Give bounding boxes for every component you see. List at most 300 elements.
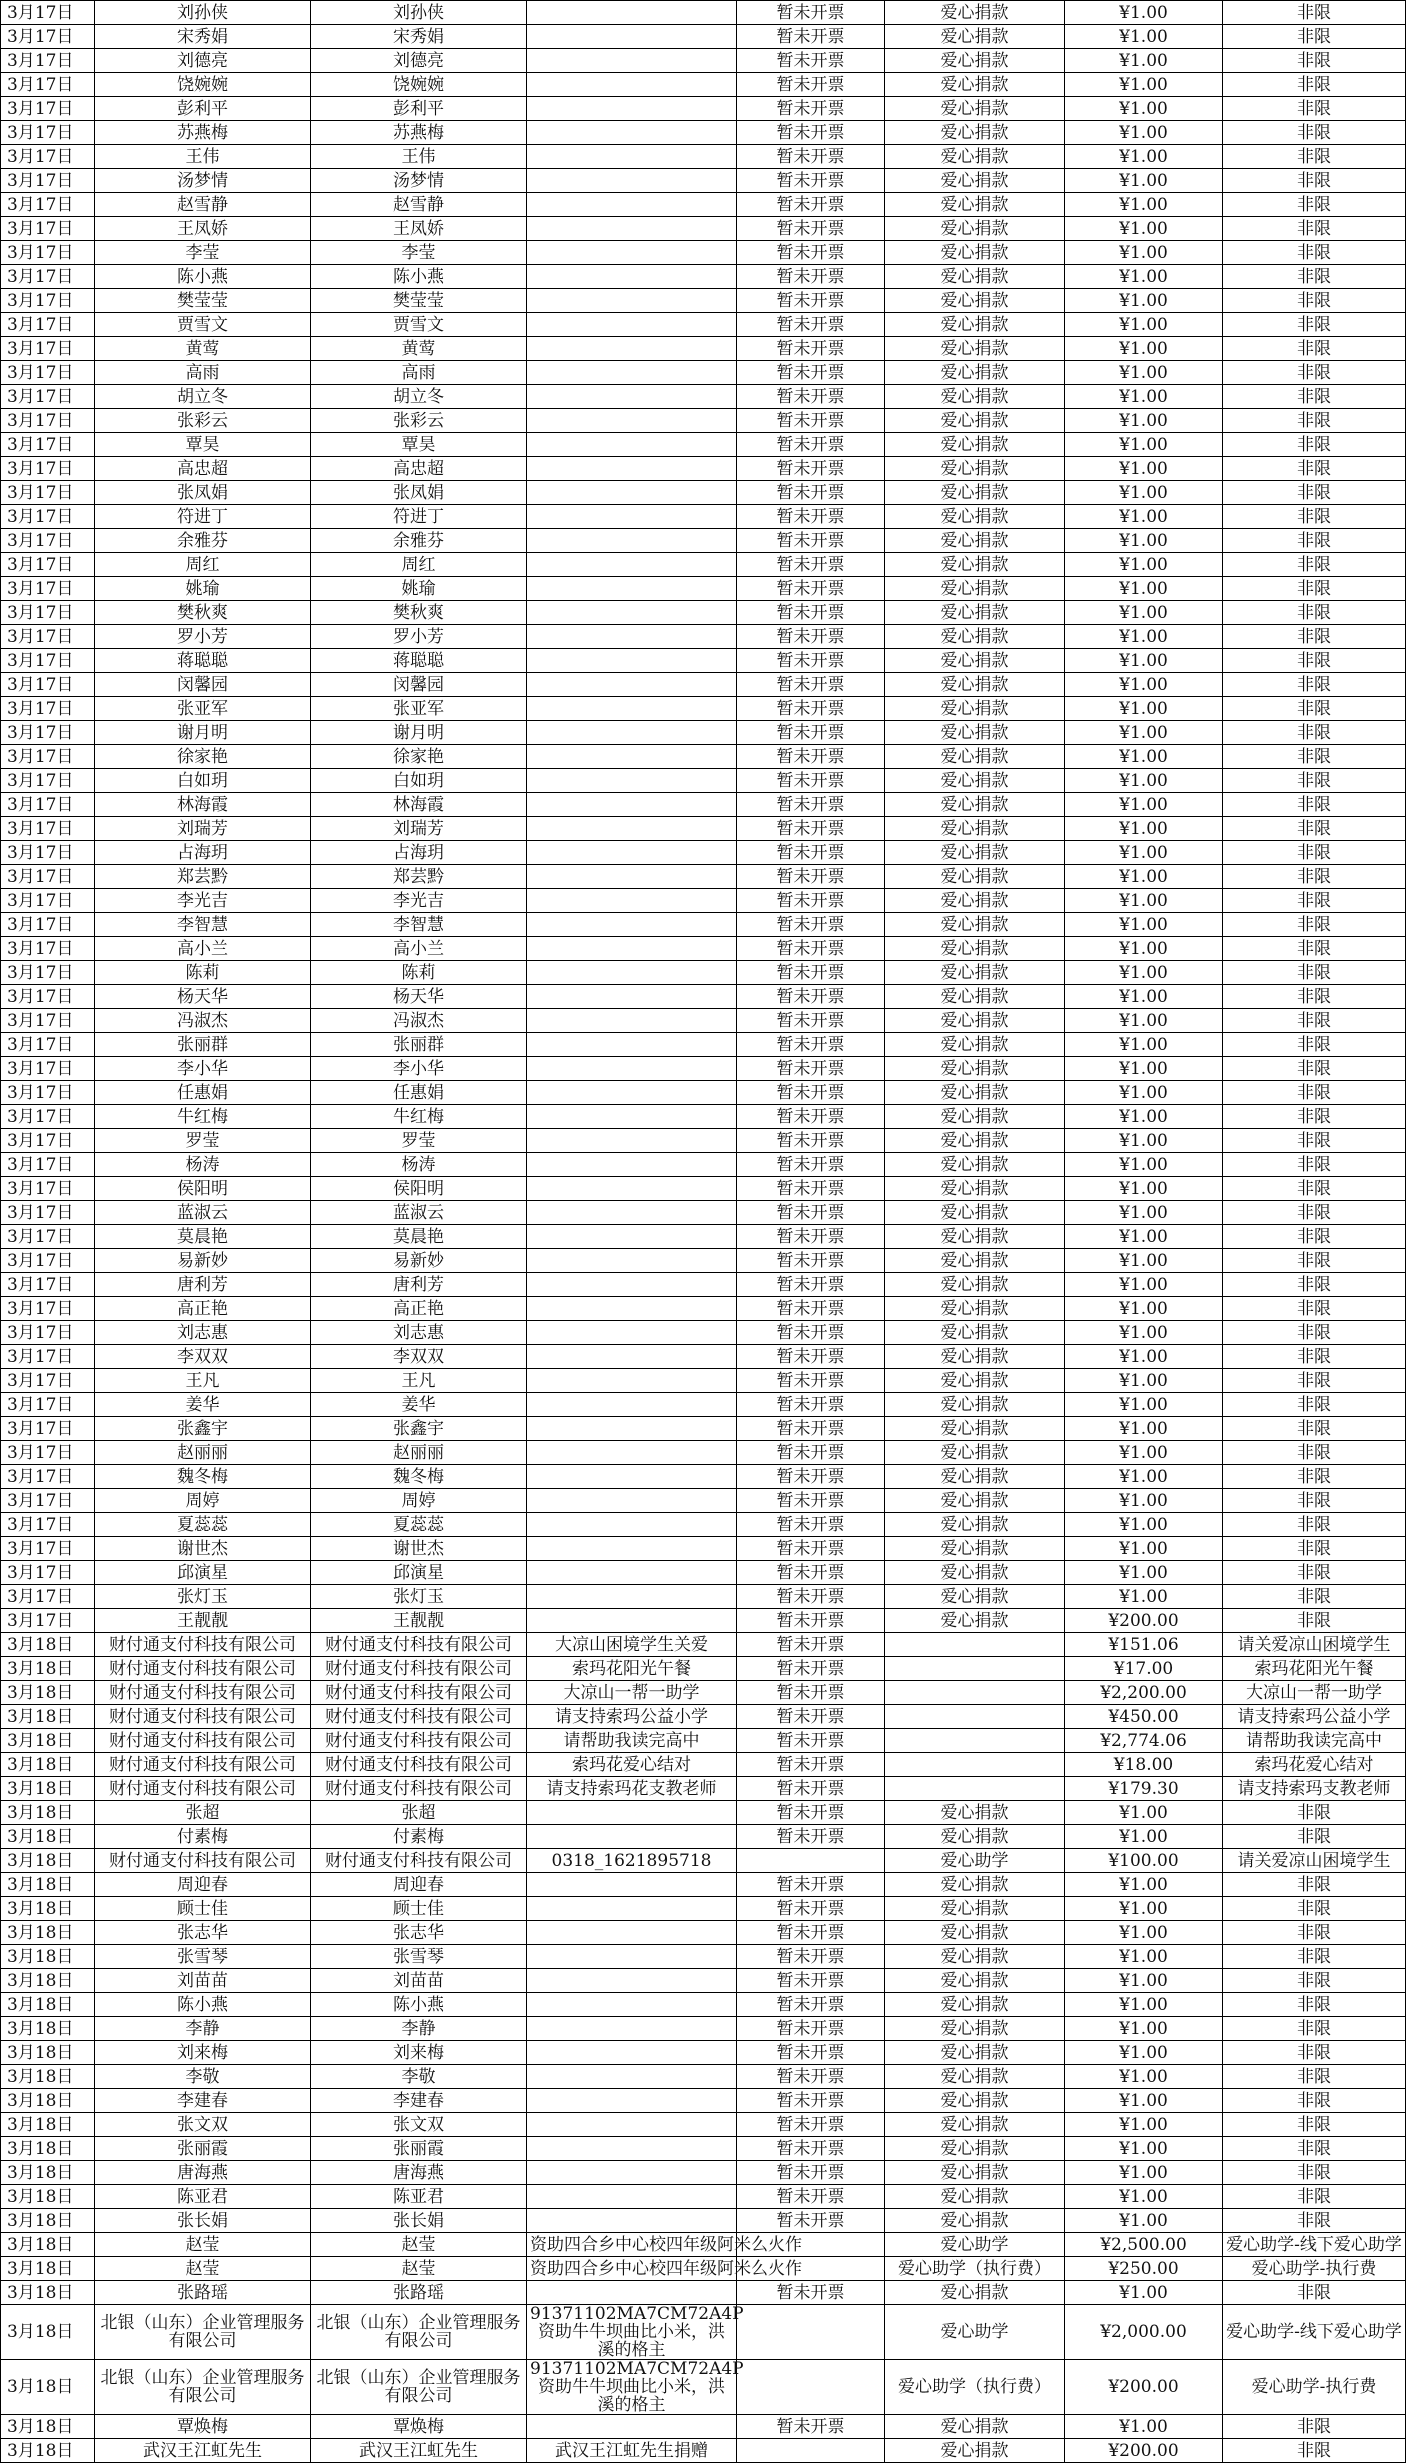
table-row xyxy=(1,793,1406,817)
cell-donor: 财付通支付科技有限公司 xyxy=(95,1657,311,1681)
table-row xyxy=(1,1465,1406,1489)
cell-note xyxy=(527,73,737,97)
cell-payer: 罗小芳 xyxy=(311,625,527,649)
table-row xyxy=(1,961,1406,985)
cell-purpose: 非限 xyxy=(1223,193,1406,217)
cell-purpose: 非限 xyxy=(1223,2017,1406,2041)
cell-note: 大凉山一帮一助学 xyxy=(527,1681,737,1705)
cell-payer: 高雨 xyxy=(311,361,527,385)
cell-invoice: 暂未开票 xyxy=(737,1945,885,1969)
cell-note xyxy=(527,913,737,937)
cell-amount: ¥1.00 xyxy=(1065,73,1223,97)
cell-invoice: 暂未开票 xyxy=(737,1249,885,1273)
cell-date: 3月17日 xyxy=(1,1081,95,1105)
cell-date: 3月17日 xyxy=(1,721,95,745)
cell-amount: ¥1.00 xyxy=(1065,649,1223,673)
cell-date: 3月17日 xyxy=(1,1009,95,1033)
cell-date: 3月18日 xyxy=(1,2209,95,2233)
cell-date: 3月17日 xyxy=(1,49,95,73)
cell-payer: 宋秀娟 xyxy=(311,25,527,49)
cell-type: 爱心捐款 xyxy=(885,2439,1065,2463)
cell-amount: ¥1.00 xyxy=(1065,1345,1223,1369)
table-row xyxy=(1,1441,1406,1465)
cell-type: 爱心捐款 xyxy=(885,2137,1065,2161)
cell-donor: 高小兰 xyxy=(95,937,311,961)
cell-type: 爱心捐款 xyxy=(885,433,1065,457)
cell-purpose: 非限 xyxy=(1223,2137,1406,2161)
cell-type: 爱心捐款 xyxy=(885,1369,1065,1393)
table-row xyxy=(1,2281,1406,2305)
cell-note xyxy=(527,1009,737,1033)
cell-date: 3月18日 xyxy=(1,2360,95,2415)
cell-purpose: 请支持索玛支教老师 xyxy=(1223,1777,1406,1801)
cell-note xyxy=(527,1993,737,2017)
cell-payer: 蓝淑云 xyxy=(311,1201,527,1225)
cell-invoice xyxy=(737,2305,885,2360)
cell-invoice: 暂未开票 xyxy=(737,1081,885,1105)
cell-invoice: 暂未开票 xyxy=(737,361,885,385)
cell-donor: 余雅芬 xyxy=(95,529,311,553)
cell-type: 爱心捐款 xyxy=(885,769,1065,793)
table-row xyxy=(1,1009,1406,1033)
cell-purpose: 非限 xyxy=(1223,1273,1406,1297)
cell-purpose: 非限 xyxy=(1223,1513,1406,1537)
table-row xyxy=(1,985,1406,1009)
cell-payer: 赵莹 xyxy=(311,2257,527,2281)
cell-donor: 顾士佳 xyxy=(95,1897,311,1921)
table-row xyxy=(1,2137,1406,2161)
cell-donor: 杨涛 xyxy=(95,1153,311,1177)
cell-amount: ¥1.00 xyxy=(1065,841,1223,865)
cell-note xyxy=(527,481,737,505)
cell-amount: ¥1.00 xyxy=(1065,745,1223,769)
cell-payer: 北银（山东）企业管理服务有限公司 xyxy=(311,2360,527,2415)
cell-date: 3月18日 xyxy=(1,2113,95,2137)
cell-invoice: 暂未开票 xyxy=(737,1561,885,1585)
cell-amount: ¥1.00 xyxy=(1065,1393,1223,1417)
table-row xyxy=(1,1513,1406,1537)
cell-date: 3月17日 xyxy=(1,553,95,577)
cell-note xyxy=(527,1537,737,1561)
cell-note xyxy=(527,1393,737,1417)
cell-purpose: 非限 xyxy=(1223,625,1406,649)
cell-donor: 林海霞 xyxy=(95,793,311,817)
cell-date: 3月17日 xyxy=(1,1513,95,1537)
cell-note xyxy=(527,1321,737,1345)
table-row xyxy=(1,2161,1406,2185)
cell-payer: 刘志惠 xyxy=(311,1321,527,1345)
cell-date: 3月17日 xyxy=(1,745,95,769)
cell-type: 爱心捐款 xyxy=(885,1297,1065,1321)
table-row xyxy=(1,1057,1406,1081)
cell-invoice: 暂未开票 xyxy=(737,889,885,913)
cell-date: 3月18日 xyxy=(1,2137,95,2161)
cell-type: 爱心捐款 xyxy=(885,25,1065,49)
cell-type: 爱心助学（执行费） xyxy=(885,2257,1065,2281)
cell-amount: ¥18.00 xyxy=(1065,1753,1223,1777)
cell-note xyxy=(527,457,737,481)
cell-purpose: 非限 xyxy=(1223,601,1406,625)
cell-amount: ¥1.00 xyxy=(1065,193,1223,217)
table-row xyxy=(1,1921,1406,1945)
cell-amount: ¥1.00 xyxy=(1065,121,1223,145)
cell-payer: 谢月明 xyxy=(311,721,527,745)
cell-note xyxy=(527,1585,737,1609)
cell-purpose: 非限 xyxy=(1223,1057,1406,1081)
cell-invoice: 暂未开票 xyxy=(737,697,885,721)
cell-purpose: 非限 xyxy=(1223,1321,1406,1345)
table-row xyxy=(1,2257,1406,2281)
cell-note xyxy=(527,433,737,457)
cell-invoice: 暂未开票 xyxy=(737,169,885,193)
cell-payer: 李建春 xyxy=(311,2089,527,2113)
cell-amount: ¥2,500.00 xyxy=(1065,2233,1223,2257)
cell-type: 爱心助学 xyxy=(885,1849,1065,1873)
cell-type: 爱心捐款 xyxy=(885,265,1065,289)
cell-note xyxy=(527,49,737,73)
cell-amount: ¥1.00 xyxy=(1065,1201,1223,1225)
cell-invoice: 暂未开票 xyxy=(737,577,885,601)
cell-date: 3月17日 xyxy=(1,1609,95,1633)
table-row xyxy=(1,2065,1406,2089)
cell-donor: 刘德亮 xyxy=(95,49,311,73)
cell-amount: ¥1.00 xyxy=(1065,217,1223,241)
cell-note: 0318_1621895718 xyxy=(527,1849,737,1873)
cell-date: 3月18日 xyxy=(1,1753,95,1777)
cell-amount: ¥1.00 xyxy=(1065,97,1223,121)
cell-payer: 顾士佳 xyxy=(311,1897,527,1921)
cell-donor: 王凤娇 xyxy=(95,217,311,241)
cell-donor: 陈亚君 xyxy=(95,2185,311,2209)
cell-payer: 谢世杰 xyxy=(311,1537,527,1561)
cell-date: 3月18日 xyxy=(1,1705,95,1729)
cell-invoice: 暂未开票 xyxy=(737,1393,885,1417)
cell-amount: ¥179.30 xyxy=(1065,1777,1223,1801)
table-row xyxy=(1,721,1406,745)
cell-purpose: 非限 xyxy=(1223,1945,1406,1969)
cell-note xyxy=(527,145,737,169)
cell-purpose: 非限 xyxy=(1223,1201,1406,1225)
cell-invoice: 暂未开票 xyxy=(737,1177,885,1201)
cell-type xyxy=(885,1681,1065,1705)
cell-donor: 张超 xyxy=(95,1801,311,1825)
cell-date: 3月17日 xyxy=(1,409,95,433)
table-row xyxy=(1,25,1406,49)
cell-amount: ¥1.00 xyxy=(1065,1825,1223,1849)
cell-amount: ¥1.00 xyxy=(1065,1129,1223,1153)
cell-note xyxy=(527,2281,737,2305)
cell-date: 3月17日 xyxy=(1,385,95,409)
cell-payer: 樊秋爽 xyxy=(311,601,527,625)
cell-invoice: 暂未开票 xyxy=(737,1345,885,1369)
cell-type: 爱心捐款 xyxy=(885,2041,1065,2065)
cell-donor: 占海玥 xyxy=(95,841,311,865)
cell-purpose: 非限 xyxy=(1223,2415,1406,2439)
cell-amount: ¥1.00 xyxy=(1065,961,1223,985)
cell-date: 3月17日 xyxy=(1,937,95,961)
cell-invoice: 暂未开票 xyxy=(737,505,885,529)
cell-date: 3月18日 xyxy=(1,2089,95,2113)
cell-date: 3月17日 xyxy=(1,1297,95,1321)
cell-invoice: 暂未开票 xyxy=(737,2041,885,2065)
cell-donor: 高正艳 xyxy=(95,1297,311,1321)
cell-amount: ¥1.00 xyxy=(1065,2185,1223,2209)
table-row xyxy=(1,817,1406,841)
table-row xyxy=(1,313,1406,337)
table-row xyxy=(1,1585,1406,1609)
cell-date: 3月17日 xyxy=(1,1561,95,1585)
table-row xyxy=(1,649,1406,673)
cell-type: 爱心捐款 xyxy=(885,73,1065,97)
cell-donor: 张文双 xyxy=(95,2113,311,2137)
cell-invoice: 暂未开票 xyxy=(737,97,885,121)
cell-donor: 姚瑜 xyxy=(95,577,311,601)
cell-donor: 李光吉 xyxy=(95,889,311,913)
cell-donor: 唐利芳 xyxy=(95,1273,311,1297)
cell-amount: ¥1.00 xyxy=(1065,1225,1223,1249)
cell-amount: ¥1.00 xyxy=(1065,1513,1223,1537)
cell-note xyxy=(527,721,737,745)
cell-payer: 张鑫宇 xyxy=(311,1417,527,1441)
cell-amount: ¥1.00 xyxy=(1065,289,1223,313)
table-row xyxy=(1,913,1406,937)
cell-purpose: 非限 xyxy=(1223,745,1406,769)
cell-date: 3月18日 xyxy=(1,1657,95,1681)
cell-invoice: 暂未开票 xyxy=(737,937,885,961)
cell-date: 3月17日 xyxy=(1,1249,95,1273)
table-row xyxy=(1,2089,1406,2113)
cell-type: 爱心捐款 xyxy=(885,841,1065,865)
cell-purpose: 非限 xyxy=(1223,1105,1406,1129)
table-row xyxy=(1,553,1406,577)
cell-invoice: 暂未开票 xyxy=(737,1369,885,1393)
cell-date: 3月17日 xyxy=(1,1465,95,1489)
cell-amount: ¥1.00 xyxy=(1065,625,1223,649)
cell-purpose: 爱心助学-执行费 xyxy=(1223,2360,1406,2415)
table-row xyxy=(1,1897,1406,1921)
cell-amount: ¥1.00 xyxy=(1065,673,1223,697)
cell-donor: 张雪琴 xyxy=(95,1945,311,1969)
cell-purpose: 非限 xyxy=(1223,97,1406,121)
cell-payer: 周红 xyxy=(311,553,527,577)
cell-donor: 周红 xyxy=(95,553,311,577)
table-row xyxy=(1,673,1406,697)
cell-date: 3月17日 xyxy=(1,1,95,25)
cell-type: 爱心捐款 xyxy=(885,1201,1065,1225)
cell-note: 资助四合乡中心校四年级阿米么火作 xyxy=(527,2257,737,2281)
cell-date: 3月17日 xyxy=(1,1585,95,1609)
cell-date: 3月18日 xyxy=(1,1633,95,1657)
cell-type: 爱心捐款 xyxy=(885,1825,1065,1849)
cell-type: 爱心捐款 xyxy=(885,1153,1065,1177)
cell-date: 3月17日 xyxy=(1,505,95,529)
cell-type: 爱心捐款 xyxy=(885,481,1065,505)
cell-type: 爱心捐款 xyxy=(885,673,1065,697)
cell-type: 爱心捐款 xyxy=(885,1033,1065,1057)
cell-note xyxy=(527,745,737,769)
cell-donor: 汤梦情 xyxy=(95,169,311,193)
cell-note xyxy=(527,385,737,409)
cell-purpose: 请关爱凉山困境学生 xyxy=(1223,1633,1406,1657)
cell-type: 爱心捐款 xyxy=(885,889,1065,913)
cell-type: 爱心捐款 xyxy=(885,1321,1065,1345)
cell-payer: 张凤娟 xyxy=(311,481,527,505)
cell-payer: 唐利芳 xyxy=(311,1273,527,1297)
cell-donor: 姜华 xyxy=(95,1393,311,1417)
cell-date: 3月18日 xyxy=(1,1993,95,2017)
table-row xyxy=(1,1729,1406,1753)
cell-type: 爱心捐款 xyxy=(885,937,1065,961)
cell-purpose: 爱心助学-线下爱心助学 xyxy=(1223,2233,1406,2257)
cell-payer: 姜华 xyxy=(311,1393,527,1417)
cell-payer: 周迎春 xyxy=(311,1873,527,1897)
cell-purpose: 非限 xyxy=(1223,985,1406,1009)
cell-note xyxy=(527,1465,737,1489)
cell-purpose: 非限 xyxy=(1223,2065,1406,2089)
cell-type: 爱心捐款 xyxy=(885,145,1065,169)
cell-amount: ¥1.00 xyxy=(1065,1297,1223,1321)
cell-payer: 周婷 xyxy=(311,1489,527,1513)
cell-amount: ¥151.06 xyxy=(1065,1633,1223,1657)
cell-invoice: 暂未开票 xyxy=(737,73,885,97)
cell-invoice: 暂未开票 xyxy=(737,2415,885,2439)
cell-donor: 夏蕊蕊 xyxy=(95,1513,311,1537)
cell-date: 3月17日 xyxy=(1,649,95,673)
cell-note xyxy=(527,697,737,721)
cell-note xyxy=(527,1129,737,1153)
cell-invoice: 暂未开票 xyxy=(737,2065,885,2089)
table-row xyxy=(1,1753,1406,1777)
cell-type: 爱心捐款 xyxy=(885,721,1065,745)
cell-amount: ¥1.00 xyxy=(1065,1801,1223,1825)
cell-payer: 李光吉 xyxy=(311,889,527,913)
cell-note: 资助四合乡中心校四年级阿米么火作 xyxy=(527,2233,737,2257)
cell-purpose: 请支持索玛公益小学 xyxy=(1223,1705,1406,1729)
cell-invoice: 暂未开票 xyxy=(737,1009,885,1033)
cell-donor: 李双双 xyxy=(95,1345,311,1369)
cell-amount: ¥1.00 xyxy=(1065,481,1223,505)
cell-invoice: 暂未开票 xyxy=(737,409,885,433)
table-row xyxy=(1,1681,1406,1705)
cell-payer: 财付通支付科技有限公司 xyxy=(311,1849,527,1873)
cell-invoice: 暂未开票 xyxy=(737,769,885,793)
table-row xyxy=(1,1609,1406,1633)
cell-payer: 杨涛 xyxy=(311,1153,527,1177)
cell-purpose: 非限 xyxy=(1223,289,1406,313)
cell-payer: 樊莹莹 xyxy=(311,289,527,313)
cell-purpose: 非限 xyxy=(1223,1129,1406,1153)
cell-donor: 武汉王江虹先生 xyxy=(95,2439,311,2463)
cell-purpose: 非限 xyxy=(1223,1177,1406,1201)
cell-invoice: 暂未开票 xyxy=(737,1201,885,1225)
cell-note xyxy=(527,1153,737,1177)
cell-note xyxy=(527,1345,737,1369)
cell-type: 爱心捐款 xyxy=(885,1105,1065,1129)
cell-date: 3月17日 xyxy=(1,169,95,193)
cell-purpose: 非限 xyxy=(1223,145,1406,169)
cell-purpose: 请帮助我读完高中 xyxy=(1223,1729,1406,1753)
cell-note xyxy=(527,2041,737,2065)
cell-type: 爱心捐款 xyxy=(885,2113,1065,2137)
cell-invoice: 暂未开票 xyxy=(737,25,885,49)
cell-type: 爱心助学 xyxy=(885,2305,1065,2360)
cell-type: 爱心捐款 xyxy=(885,529,1065,553)
cell-donor: 蓝淑云 xyxy=(95,1201,311,1225)
cell-invoice: 暂未开票 xyxy=(737,1033,885,1057)
cell-note xyxy=(527,865,737,889)
cell-purpose: 非限 xyxy=(1223,1489,1406,1513)
cell-type: 爱心捐款 xyxy=(885,1585,1065,1609)
cell-date: 3月18日 xyxy=(1,1849,95,1873)
cell-payer: 杨天华 xyxy=(311,985,527,1009)
cell-amount: ¥1.00 xyxy=(1065,1489,1223,1513)
cell-donor: 张灯玉 xyxy=(95,1585,311,1609)
cell-type: 爱心捐款 xyxy=(885,409,1065,433)
cell-type: 爱心捐款 xyxy=(885,385,1065,409)
cell-note xyxy=(527,1297,737,1321)
table-row xyxy=(1,1537,1406,1561)
cell-amount: ¥1.00 xyxy=(1065,1993,1223,2017)
table-row xyxy=(1,2439,1406,2463)
cell-amount: ¥1.00 xyxy=(1065,337,1223,361)
cell-donor: 北银（山东）企业管理服务有限公司 xyxy=(95,2305,311,2360)
cell-amount: ¥1.00 xyxy=(1065,721,1223,745)
cell-note xyxy=(527,1273,737,1297)
cell-type: 爱心捐款 xyxy=(885,865,1065,889)
cell-note xyxy=(527,1,737,25)
cell-payer: 魏冬梅 xyxy=(311,1465,527,1489)
cell-purpose: 非限 xyxy=(1223,1873,1406,1897)
cell-amount: ¥1.00 xyxy=(1065,2089,1223,2113)
cell-note: 索玛花爱心结对 xyxy=(527,1753,737,1777)
cell-donor: 付素梅 xyxy=(95,1825,311,1849)
cell-payer: 财付通支付科技有限公司 xyxy=(311,1705,527,1729)
cell-invoice: 暂未开票 xyxy=(737,1,885,25)
cell-payer: 冯淑杰 xyxy=(311,1009,527,1033)
cell-note xyxy=(527,577,737,601)
cell-note xyxy=(527,625,737,649)
table-row xyxy=(1,481,1406,505)
cell-purpose: 非限 xyxy=(1223,649,1406,673)
cell-date: 3月18日 xyxy=(1,2065,95,2089)
cell-date: 3月17日 xyxy=(1,1489,95,1513)
cell-purpose: 非限 xyxy=(1223,1297,1406,1321)
cell-donor: 魏冬梅 xyxy=(95,1465,311,1489)
cell-donor: 李莹 xyxy=(95,241,311,265)
table-row xyxy=(1,625,1406,649)
cell-note xyxy=(527,169,737,193)
table-row xyxy=(1,1201,1406,1225)
donation-table-body xyxy=(1,1,1406,2463)
cell-payer: 张丽霞 xyxy=(311,2137,527,2161)
cell-note: 索玛花阳光午餐 xyxy=(527,1657,737,1681)
cell-type: 爱心捐款 xyxy=(885,793,1065,817)
cell-type: 爱心捐款 xyxy=(885,1537,1065,1561)
cell-date: 3月17日 xyxy=(1,1105,95,1129)
table-row xyxy=(1,841,1406,865)
cell-invoice xyxy=(737,2439,885,2463)
cell-payer: 张亚军 xyxy=(311,697,527,721)
table-row xyxy=(1,865,1406,889)
cell-type xyxy=(885,1729,1065,1753)
table-row xyxy=(1,1153,1406,1177)
cell-date: 3月18日 xyxy=(1,2305,95,2360)
cell-payer: 张志华 xyxy=(311,1921,527,1945)
cell-date: 3月18日 xyxy=(1,2233,95,2257)
cell-payer: 贾雪文 xyxy=(311,313,527,337)
cell-amount: ¥17.00 xyxy=(1065,1657,1223,1681)
cell-note xyxy=(527,1249,737,1273)
